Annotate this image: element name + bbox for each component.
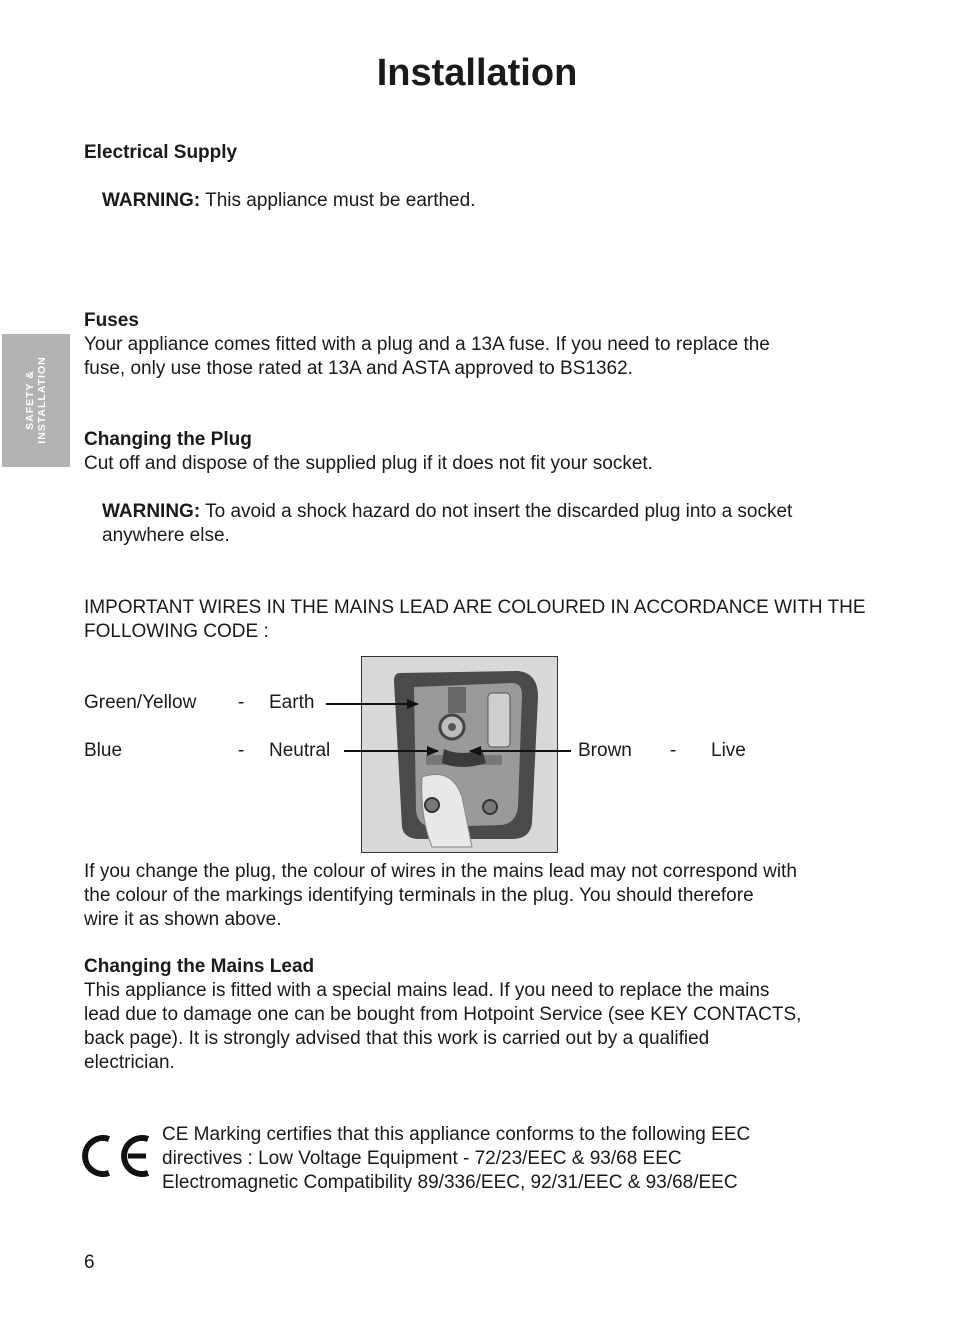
ce-mark-logo xyxy=(82,1133,152,1179)
wire-name-neutral: Neutral xyxy=(269,740,331,761)
warning-label: WARNING: xyxy=(102,501,201,522)
wire-dash-live: - xyxy=(670,740,677,761)
electrical-supply-heading: Electrical Supply xyxy=(84,142,238,163)
wire-name-live: Live xyxy=(711,740,746,761)
wire-colour-neutral: Blue xyxy=(84,740,123,761)
shock-hazard-warning: WARNING: To avoid a shock hazard do not insert the discarded plug into a socket anywhere else. xyxy=(102,501,793,546)
wire-code-intro: IMPORTANT WIRES IN THE MAINS LEAD ARE COLOURED IN ACCORDANCE WITH THE FOLLOWING CODE : xyxy=(84,597,866,642)
mains-lead-text: This appliance is fitted with a special mains lead. If you need to replace the mains lead due to damage one can be bought from Hotpoint Service (see KEY CONTACTS, back page). It is strongly advised that this work is carried out by a qualified electrician. xyxy=(84,980,802,1073)
wire-dash-neutral: - xyxy=(238,740,245,761)
changing-plug-text: Cut off and dispose of the supplied plug if it does not fit your socket. xyxy=(84,453,653,474)
plug-illustration xyxy=(362,657,557,852)
fuses-text: Your appliance comes fitted with a plug and a 13A fuse. If you need to replace the fuse, only use those rated at 13A and ASTA approved to BS1362. xyxy=(84,334,770,379)
mains-lead-heading: Changing the Mains Lead xyxy=(84,956,315,977)
page-number: 6 xyxy=(84,1252,95,1273)
plug-wiring-photo xyxy=(361,656,558,853)
earthing-warning xyxy=(102,189,475,213)
plug-wiring-note: If you change the plug, the colour of wires in the mains lead may not correspond with the colour of the markings identifying terminals in the plug. You should therefore wire it as shown above. xyxy=(84,861,797,930)
wire-colour-earth: Green/Yellow xyxy=(84,692,197,713)
wire-dash-earth: - xyxy=(238,692,245,713)
warning-text: This appliance must be earthed. xyxy=(205,190,476,211)
page-title: Installation xyxy=(376,52,578,94)
wire-colour-live: Brown xyxy=(578,740,632,761)
side-tab-label: SAFETY & INSTALLATION xyxy=(24,356,48,444)
fuses-heading: Fuses xyxy=(84,310,139,331)
changing-plug-heading: Changing the Plug xyxy=(84,429,252,450)
warning-label: WARNING: xyxy=(102,190,201,211)
ce-marking-text: CE Marking certifies that this appliance conforms to the following EEC directives : Low Voltage Equipment - 72/23/EEC & 93/68 EEC Electromagnetic Compatibility 89/336/EEC, 92/31/EEC & 93/68/EEC xyxy=(162,1124,751,1193)
section-side-tab xyxy=(2,334,70,467)
wire-name-earth: Earth xyxy=(269,692,315,713)
